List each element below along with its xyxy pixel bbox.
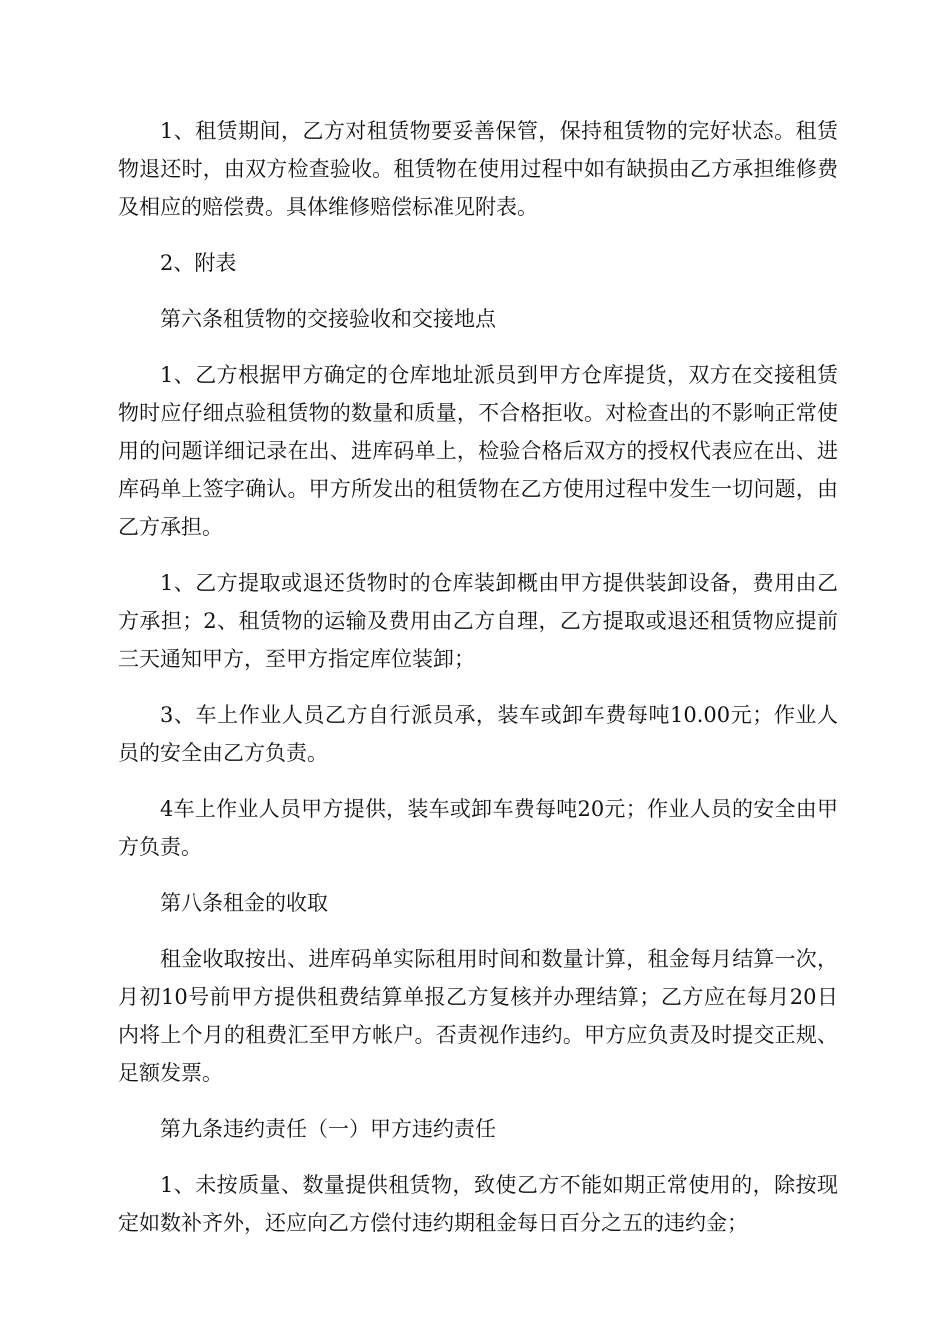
document-page	[118, 112, 838, 1260]
paragraph-loading-transport: 1、乙方提取或退还货物时的仓库装卸概由甲方提供装卸设备，费用由乙方承担；2、租赁物的运输及费用由乙方自理，乙方提取或退还租赁物应提前三天通知甲方，至甲方指定库位装卸；	[118, 571, 838, 671]
paragraph-party-a-breach: 1、未按质量、数量提供租赁物，致使乙方不能如期正常使用的，除按现定如数补齐外，还应向乙方偿付违约期租金每日百分之五的违约金；	[118, 1173, 838, 1235]
paragraph-party-b-workers: 3、车上作业人员乙方自行派员承，装车或卸车费每吨10.00元；作业人员的安全由乙方负责。	[118, 703, 838, 765]
paragraph-lease-custody: 1、租赁期间，乙方对租赁物要妥善保管，保持租赁物的完好状态。租赁物退还时，由双方检查验收。租赁物在使用过程中如有缺损由乙方承担维修费及相应的赔偿费。具体维修赔偿标准见附表。	[118, 119, 838, 219]
paragraph-appendix: 2、附表	[160, 251, 237, 275]
heading-article-9: 第九条违约责任（一）甲方违约责任	[160, 1117, 496, 1141]
paragraph-rent-collection: 租金收取按出、进库码单实际租用时间和数量计算，租金每月结算一次，月初10号前甲方提供租费结算单报乙方复核并办理结算；乙方应在每月20日内将上个月的租费汇至甲方帐户。否责视作违约。甲方应负责及时提交正规、足额发票。	[118, 947, 838, 1085]
heading-article-8: 第八条租金的收取	[160, 891, 328, 915]
heading-article-6: 第六条租赁物的交接验收和交接地点	[160, 307, 496, 331]
paragraph-party-a-workers: 4车上作业人员甲方提供，装车或卸车费每吨20元；作业人员的安全由甲方负责。	[118, 797, 838, 859]
paragraph-pickup-inspection: 1、乙方根据甲方确定的仓库地址派员到甲方仓库提货，双方在交接租赁物时应仔细点验租赁物的数量和质量，不合格拒收。对检查出的不影响正常使用的问题详细记录在出、进库码单上，检验合格后双方的授权代表应在出、进库码单上签字确认。甲方所发出的租赁物在乙方使用过程中发生一切问题，由乙方承担。	[118, 363, 838, 539]
